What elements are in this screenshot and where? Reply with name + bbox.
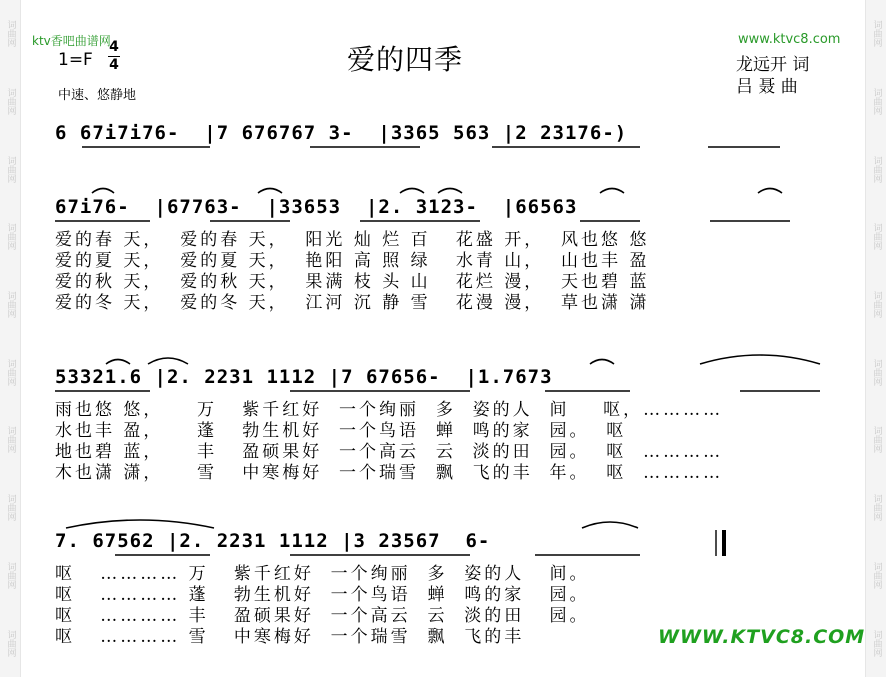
lyric-verse-1: 呕 ………… 万 紫千红好 一个绚丽 多 姿的人 间。 [55, 564, 590, 584]
slur [700, 355, 820, 364]
slur [590, 360, 614, 365]
slur [148, 358, 188, 364]
notation-line-2: 67i76- |67763- |33653 |2. 3123- |66563 [55, 196, 578, 218]
lyric-verse-4: 木也潇 潇， 雪 中寒梅好 一个瑞雪 飘 飞的丰 年。 呕 ………… [55, 463, 724, 483]
key-signature: 1=F [58, 50, 93, 70]
lyric-verse-3: 爱的秋 天， 爱的秋 天， 果满 枝 头 山 花烂 漫， 天也碧 蓝 [55, 272, 650, 292]
slur [600, 189, 624, 194]
watermark-text: 词曲网 [5, 426, 16, 454]
slur [400, 189, 424, 194]
watermark-text: 词曲网 [871, 426, 882, 454]
site-watermark-top-left: ktv香吧曲谱网 [32, 34, 111, 48]
song-title: 爱的四季 [347, 43, 464, 76]
watermark-text: 词曲网 [5, 20, 16, 48]
lyric-verse-2: 爱的夏 天， 爱的夏 天， 艳阳 高 照 绿 水青 山， 山也丰 盈 [55, 251, 650, 271]
slur [106, 360, 130, 365]
watermark-text: 词曲网 [871, 155, 882, 183]
watermark-text: 词曲网 [871, 494, 882, 522]
lyric-verse-3: 呕 ………… 丰 盈硕果好 一个高云 云 淡的田 园。 [55, 606, 590, 626]
notation-line-3: 53321.6 |2. 2231 1112 |7 67656- |1.7673 [55, 366, 553, 388]
meter-top: 4 [109, 39, 119, 55]
watermark-text: 词曲网 [871, 20, 882, 48]
lyric-verse-2: 水也丰 盈， 蓬 勃生机好 一个鸟语 蝉 鸣的家 园。 呕 [55, 421, 627, 441]
lyric-verse-1: 雨也悠 悠， 万 紫千红好 一个绚丽 多 姿的人 间 呕，………… [55, 400, 724, 420]
notation-line-4: 7. 67562 |2. 2231 1112 |3 23567 6- [55, 530, 491, 552]
slur [582, 522, 638, 528]
lyric-verse-4: 爱的冬 天， 爱的冬 天， 江河 沉 静 雪 花漫 漫， 草也潇 潇 [55, 293, 650, 313]
meter-bottom: 4 [109, 57, 119, 73]
watermark-text: 词曲网 [5, 358, 16, 386]
slur [438, 189, 462, 194]
tempo-marking: 中速、悠静地 [58, 88, 137, 103]
site-url-top-right: www.ktvc8.com [738, 32, 841, 47]
watermark-text: 词曲网 [5, 223, 16, 251]
watermark-text: 词曲网 [5, 291, 16, 319]
slur [758, 189, 782, 194]
watermark-text: 词曲网 [871, 223, 882, 251]
watermark-text: 词曲网 [5, 561, 16, 589]
watermark-text: 词曲网 [871, 358, 882, 386]
composer-credit: 吕 聂 曲 [736, 77, 798, 97]
watermark-text: 词曲网 [871, 629, 882, 657]
lyric-verse-3: 地也碧 蓝， 丰 盈硕果好 一个高云 云 淡的田 园。 呕 ………… [55, 442, 724, 462]
site-watermark-bottom: WWW.KTVC8.COM [658, 626, 866, 648]
watermark-text: 词曲网 [871, 561, 882, 589]
slur [258, 189, 282, 194]
lyric-verse-4: 呕 ………… 雪 中寒梅好 一个瑞雪 飘 飞的丰 [55, 627, 525, 647]
lyricist-credit: 龙远开 词 [736, 55, 810, 75]
slur [92, 189, 114, 194]
final-barline [722, 530, 726, 556]
slur [66, 520, 214, 528]
watermark-text: 词曲网 [5, 629, 16, 657]
lyric-verse-1: 爱的春 天， 爱的春 天， 阳光 灿 烂 百 花盛 开， 风也悠 悠 [55, 230, 650, 250]
notation-line-1: 6 67i7i76- |7 676767 3- |3365 563 |2 23176-) [55, 122, 628, 144]
watermark-text: 词曲网 [5, 88, 16, 116]
watermark-text: 词曲网 [871, 291, 882, 319]
watermark-text: 词曲网 [871, 88, 882, 116]
watermark-text: 词曲网 [5, 494, 16, 522]
lyric-verse-2: 呕 ………… 蓬 勃生机好 一个鸟语 蝉 鸣的家 园。 [55, 585, 590, 605]
watermark-text: 词曲网 [5, 155, 16, 183]
